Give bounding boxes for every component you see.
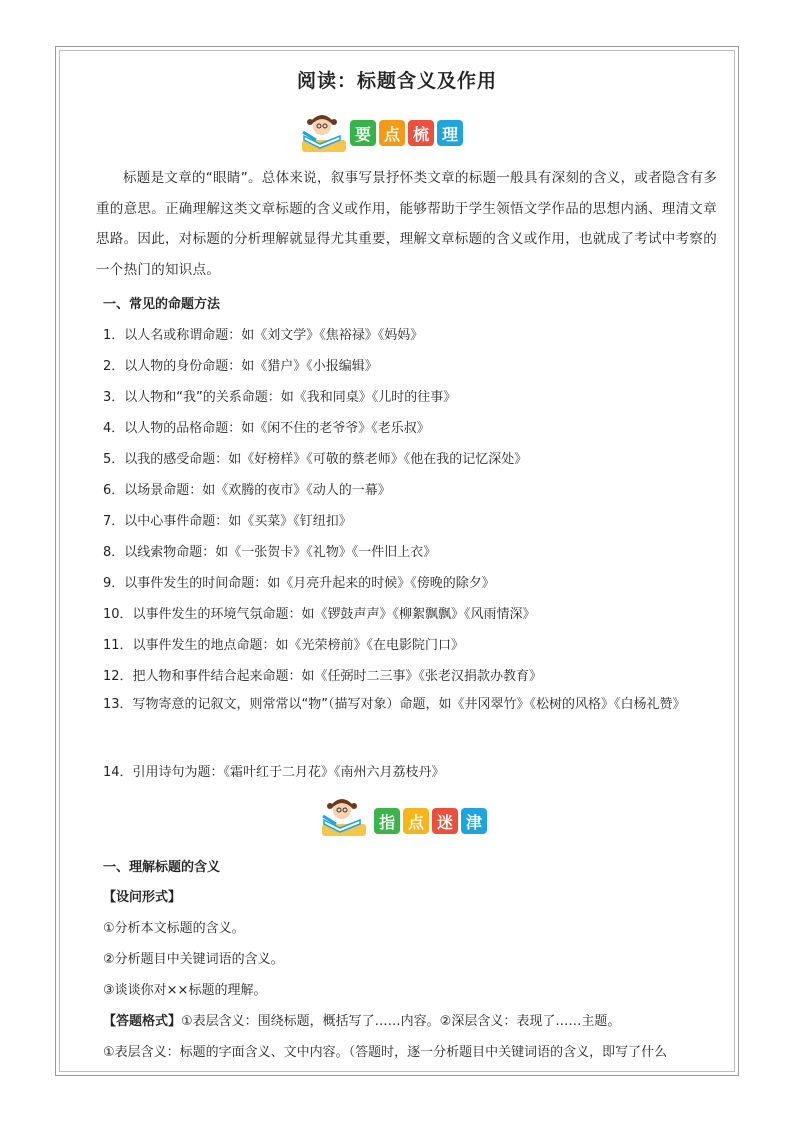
section-heading: 一、理解标题的含义 (103, 860, 221, 875)
banner-tile: 梳 (408, 120, 434, 146)
list-item: 6．以场景命题：如《欢腾的夜市》《动人的一幕》 (103, 483, 391, 498)
answer-format-line (103, 1010, 620, 1029)
list-item: 1．以人名或称谓命题：如《刘文学》《焦裕禄》《妈妈》 (103, 328, 424, 343)
student-reading-icon (300, 114, 356, 154)
answer-label: 【答题格式】 (103, 1014, 182, 1029)
form-item: ②分析题目中关键词语的含义。 (103, 952, 284, 967)
list-item: 13．写物寄意的记叙文，则常常以“物”（描写对象）命题，如《井冈翠竹》《松树的风格》《白杨礼赞》 (103, 697, 686, 712)
list-item: 2．以人物的身份命题：如《猎户》《小报编辑》 (103, 359, 378, 374)
list-item: 14．引用诗句为题：《霜叶红于二月花》《南州六月荔枝丹》 (103, 765, 445, 780)
form-item: ①分析本文标题的含义。 (103, 921, 245, 936)
list-item: 4．以人物的品格命题：如《闲不住的老爷爷》《老乐叔》 (103, 421, 430, 436)
list-item: 8．以线索物命题：如《一张贺卡》《礼物》《一件旧上衣》 (103, 545, 437, 560)
list-item: 12．把人物和事件结合起来命题：如《任弼时二三事》《张老汉捐款办教育》 (103, 669, 543, 684)
page-title: 阅读：标题含义及作用 (296, 70, 497, 92)
list-item: 11．以事件发生的地点命题：如《光荣榜前》《在电影院门口》 (103, 638, 465, 653)
banner-tile: 要 (350, 120, 376, 146)
form-item: ③谈谈你对××标题的理解。 (103, 983, 267, 998)
banner-tile: 理 (437, 120, 463, 146)
banner-tile: 点 (379, 120, 405, 146)
student-reading-icon (320, 798, 376, 838)
list-item: 9．以事件发生的时间命题：如《月亮升起来的时候》《傍晚的除夕》 (103, 576, 495, 591)
list-item: 10．以事件发生的环境气氛命题：如《锣鼓声声》《柳絮飘飘》《风雨情深》 (103, 607, 536, 622)
list-item: 7．以中心事件命题：如《买菜》《钉纽扣》 (103, 514, 352, 529)
banner-tile: 迷 (432, 808, 458, 834)
intro-paragraph: 标题是文章的“眼睛”。总体来说，叙事写景抒怀类文章的标题一般具有深刻的含义，或者隐含有多重的意思。正确理解这类文章标题的含义或作用，能够帮助于学生领悟文学作品的思想内涵、理清文章思路。因此，对标题的分析理解就显得尤其重要，理解文章标题的含义或作用，也就成了考试中考察的一个热门的知识点。 (96, 170, 718, 278)
banner-tile: 点 (403, 808, 429, 834)
banner-tile: 指 (374, 808, 400, 834)
answer-detail-line: ①表层含义：标题的字面含义、文中内容。（答题时，逐一分析题目中关键词语的含义，即写了什么 (103, 1045, 668, 1060)
section-heading: 一、常见的命题方法 (103, 297, 221, 312)
list-item: 3．以人物和“我”的关系命题：如《我和同桌》《儿时的往事》 (103, 390, 457, 405)
form-label: 【设问形式】 (103, 890, 182, 905)
banner-tile: 津 (461, 808, 487, 834)
answer-text: ①表层含义：围绕标题，概括写了……内容。②深层含义：表现了……主题。 (181, 1014, 621, 1029)
list-item: 5．以我的感受命题：如《好榜样》《可敬的蔡老师》《他在我的记忆深处》 (103, 452, 528, 467)
